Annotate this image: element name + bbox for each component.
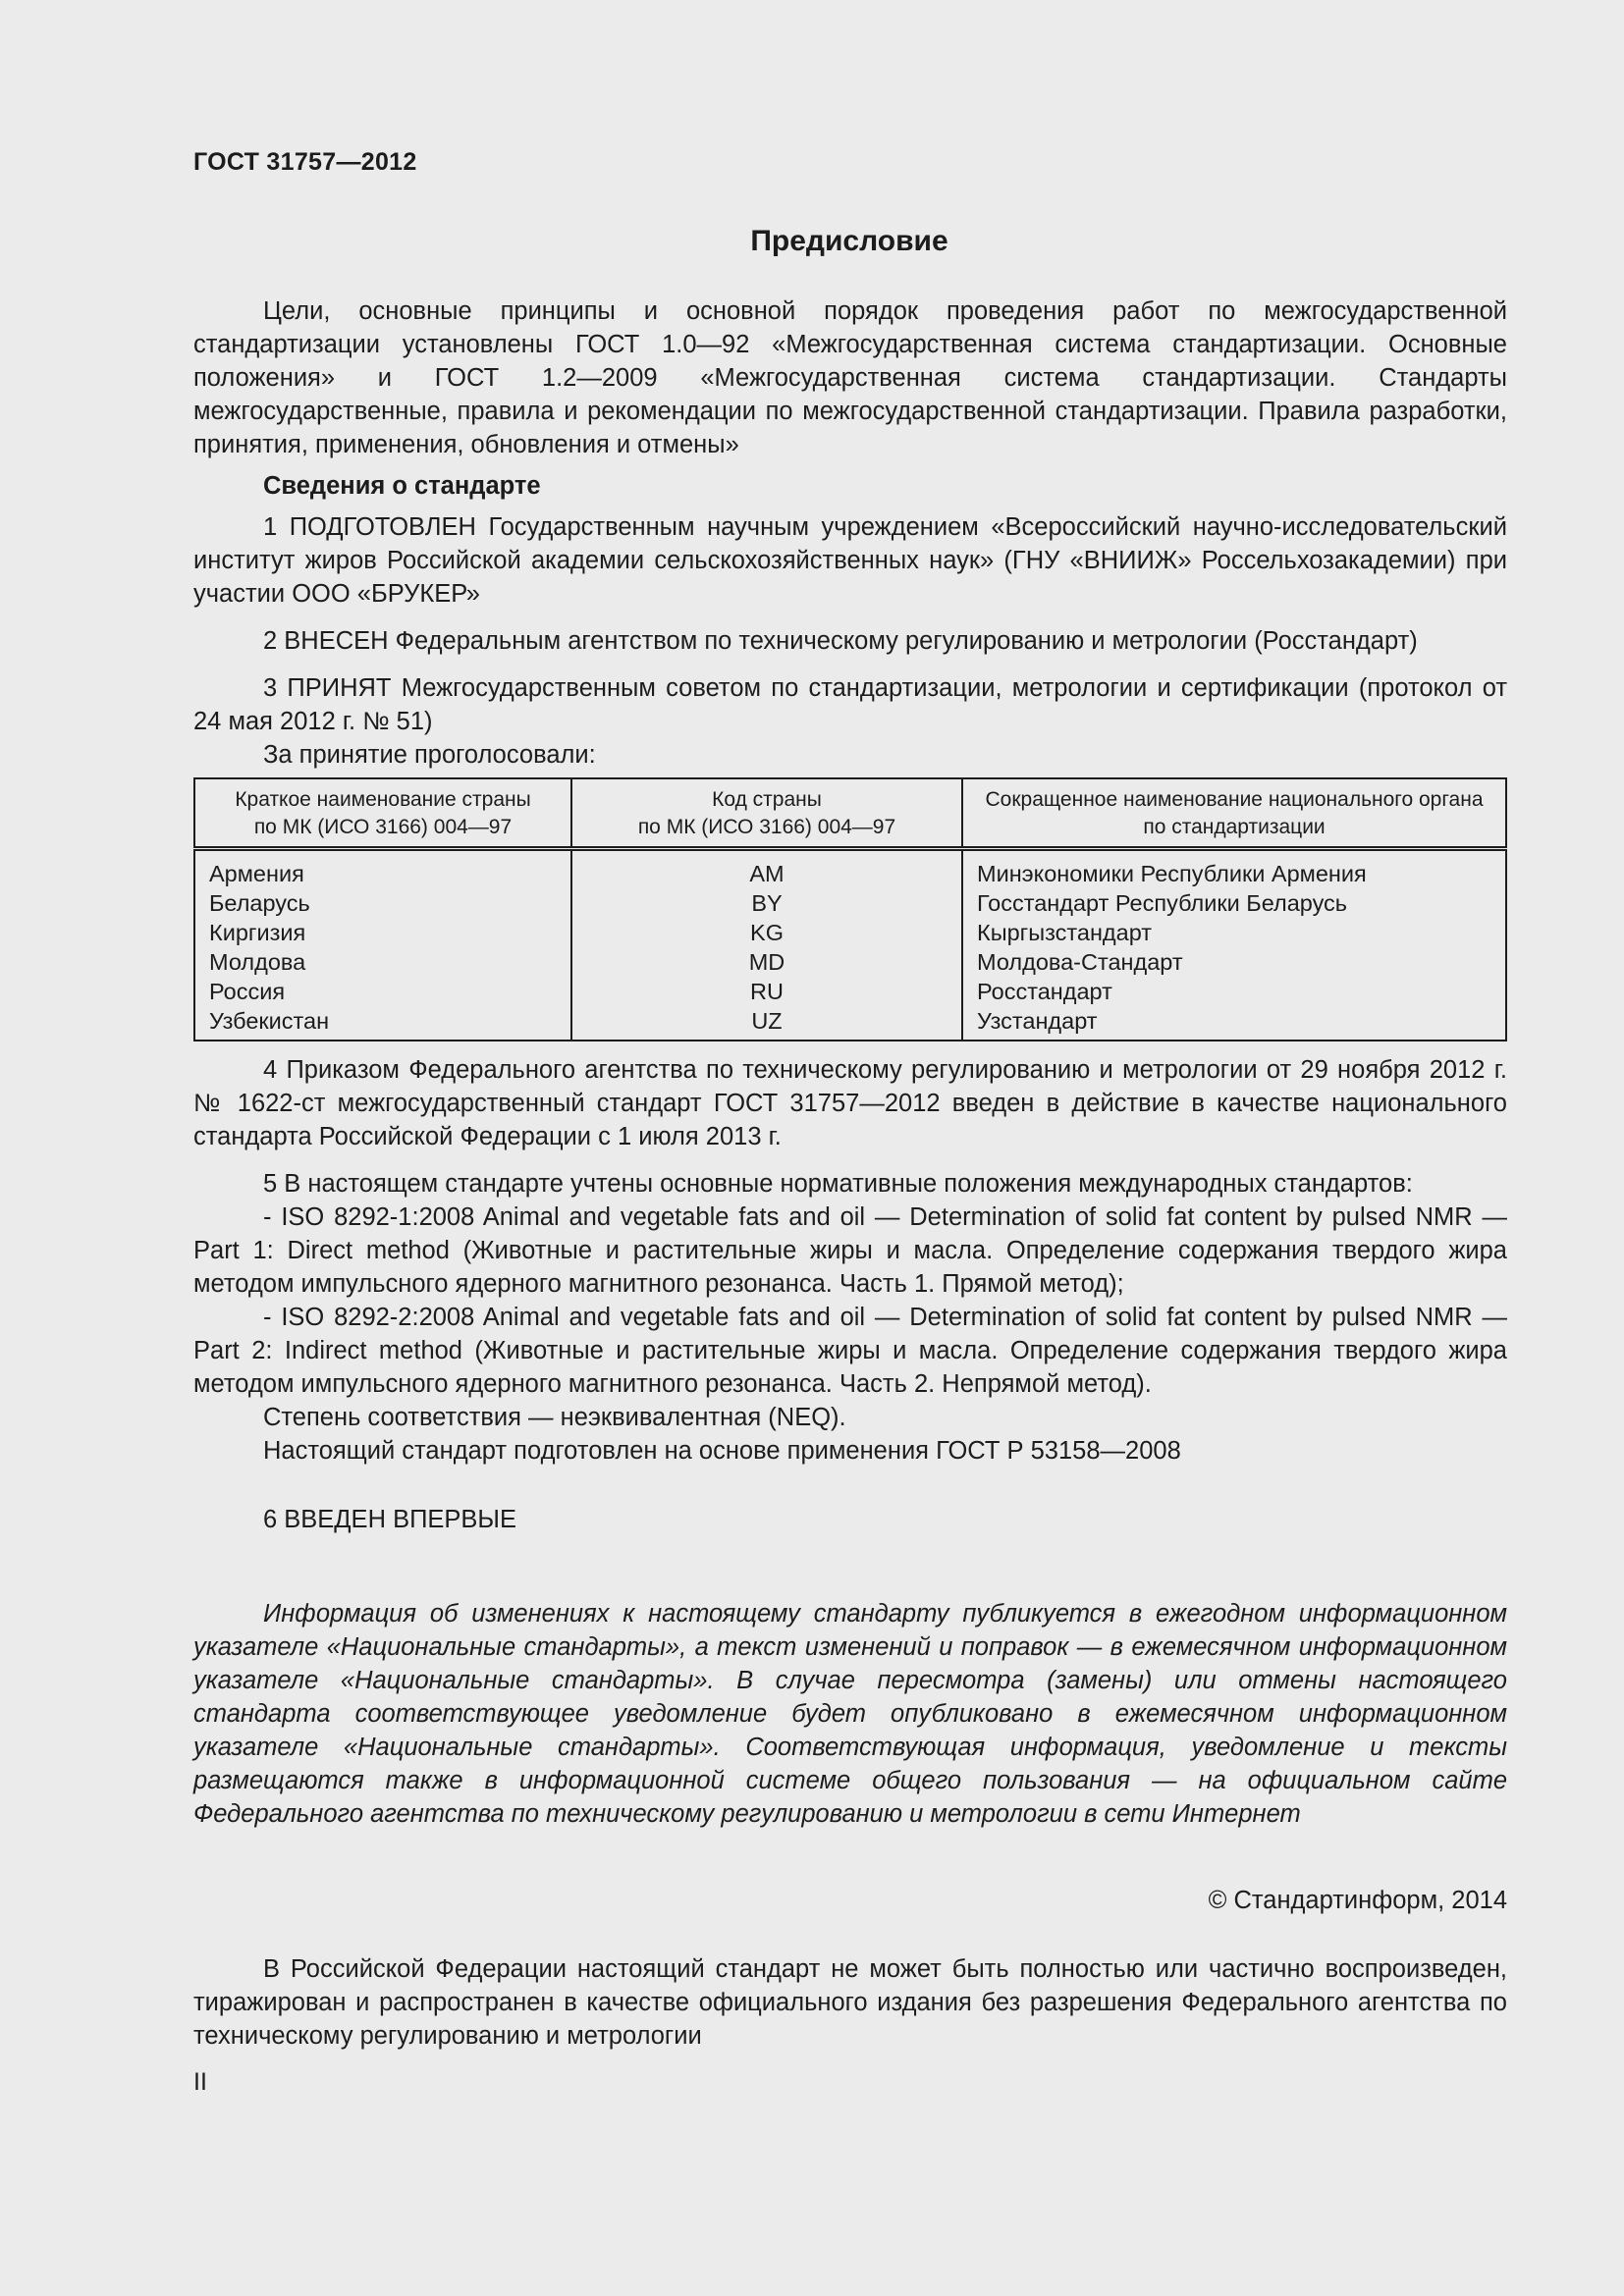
changes-notice: Информация об изменениях к настоящему стандарту публикуется в ежегодном информационном указателе «Национальные стандарты», а текст изменений и поправок — в ежемесячном информационном указателе «Национальные стандарты». В случае пересмотра (замены) или отмены настоящего стандарта соответствующее уведомление будет опубликовано в ежемесячном информационном указателе «Национальные стандарты». Соответствующая информация, уведомление и тексты размещаются также в информационной системе общего пользования — на официальном сайте Федерального агентства по техническому регулированию и метрологии в сети Интернет [193,1600,1507,1828]
intro-paragraph: Цели, основные принципы и основной порядок проведения работ по межгосударственной стандартизации установлены ГОСТ 1.0—92 «Межгосударственная система стандартизации. Основные положения» и ГОСТ 1.2—2009 «Межгосударственная система стандартизации. Стандарты межгосударственные, правила и рекомендации по межгосударственной стандартизации. Правила разработки, принятия, применения, обновления и отмены» [193,297,1507,458]
country-cell: Молдова [209,949,306,975]
body-cell: Кыргызстандарт [977,920,1153,945]
foreword-content [193,294,1507,2053]
page-number: II [193,2068,207,2096]
body-cell: Минэкономики Республики Армения [977,861,1367,886]
column-header-country: Краткое наименование страны по МК (ИСО 3166) 004—97 [194,778,571,849]
voted-label: За принятие проголосовали: [263,741,596,769]
country-cell: Армения [209,861,304,886]
column-header-body: Сокращенное наименование национального органа по стандартизации [962,778,1506,849]
item-6-first-introduced: 6 ВВЕДЕН ВПЕРВЫЕ [263,1506,517,1533]
country-cell: Россия [209,979,286,1004]
copyright-line: © Стандартинформ, 2014 [1208,1887,1507,1914]
code-cell: KG [750,920,784,945]
code-cell: UZ [751,1008,783,1034]
country-column [194,849,571,1041]
item-5-standards: 5 В настоящем стандарте учтены основные нормативные положения международных стандартов: [263,1170,1413,1198]
item-5-iso-1: - ISO 8292-1:2008 Animal and vegetable fats and oil — Determination of solid fat content by pulsed NMR — Part 1: Direct method (Животные и растительные жиры и масла. Определение содержания твердого жира методом импульсного ядерного магнитного резонанса. Часть 1. Прямой метод); [193,1203,1507,1298]
code-cell: BY [751,890,783,916]
voting-table [193,777,1507,1041]
country-cell: Беларусь [209,890,310,916]
country-cell: Узбекистан [209,1008,330,1034]
table-row [194,849,1506,1041]
rights-notice: В Российской Федерации настоящий стандарт не может быть полностью или частично воспроизведен, тиражирован и распространен в качестве официального издания без разрешения Федерального агентства по техническому регулированию и метрологии [193,1955,1507,2050]
body-cell: Молдова-Стандарт [977,949,1183,975]
item-1-prepared: 1 ПОДГОТОВЛЕН Государственным научным учреждением «Всероссийский научно-исследовательский институт жиров Российской академии сельскохозяйственных наук» (ГНУ «ВНИИЖ» Россельхозакадемии) при участии ООО «БРУКЕР» [193,513,1507,608]
item-2-introduced: 2 ВНЕСЕН Федеральным агентством по техническому регулированию и метрологии (Росстандарт) [263,627,1418,655]
item-3-adopted: 3 ПРИНЯТ Межгосударственным советом по стандартизации, метрологии и сертификации (протокол от 24 мая 2012 г. № 51) [193,674,1507,735]
code-column [571,849,962,1041]
country-cell: Киргизия [209,920,306,945]
column-header-code: Код страны по МК (ИСО 3166) 004—97 [571,778,962,849]
info-heading: Сведения о стандарте [263,472,541,500]
standard-code: ГОСТ 31757—2012 [193,148,417,176]
body-cell: Узстандарт [977,1008,1098,1034]
body-column [962,849,1506,1041]
item-4-order: 4 Приказом Федерального агентства по техническому регулированию и метрологии от 29 ноября 2012 г. № 1622-ст межгосударственный стандарт ГОСТ 31757—2012 введен в действие в качестве национального стандарта Российской Федерации с 1 июля 2013 г. [193,1056,1507,1150]
item-5-conformity: Степень соответствия — неэквивалентная (NEQ). [263,1404,846,1431]
code-cell: AM [749,861,785,886]
item-5-basis: Настоящий стандарт подготовлен на основе применения ГОСТ Р 53158—2008 [263,1437,1181,1465]
body-cell: Госстандарт Республики Беларусь [977,890,1348,916]
table-header-row [194,778,1506,849]
page-title: Предисловие [750,225,948,257]
item-5-iso-2: - ISO 8292-2:2008 Animal and vegetable fats and oil — Determination of solid fat content by pulsed NMR — Part 2: Indirect method (Животные и растительные жиры и масла. Определение содержания твердого жира методом импульсного ядерного магнитного резонанса. Часть 2. Непрямой метод). [193,1304,1507,1398]
code-cell: RU [750,979,784,1004]
body-cell: Росстандарт [977,979,1112,1004]
code-cell: MD [748,949,785,975]
